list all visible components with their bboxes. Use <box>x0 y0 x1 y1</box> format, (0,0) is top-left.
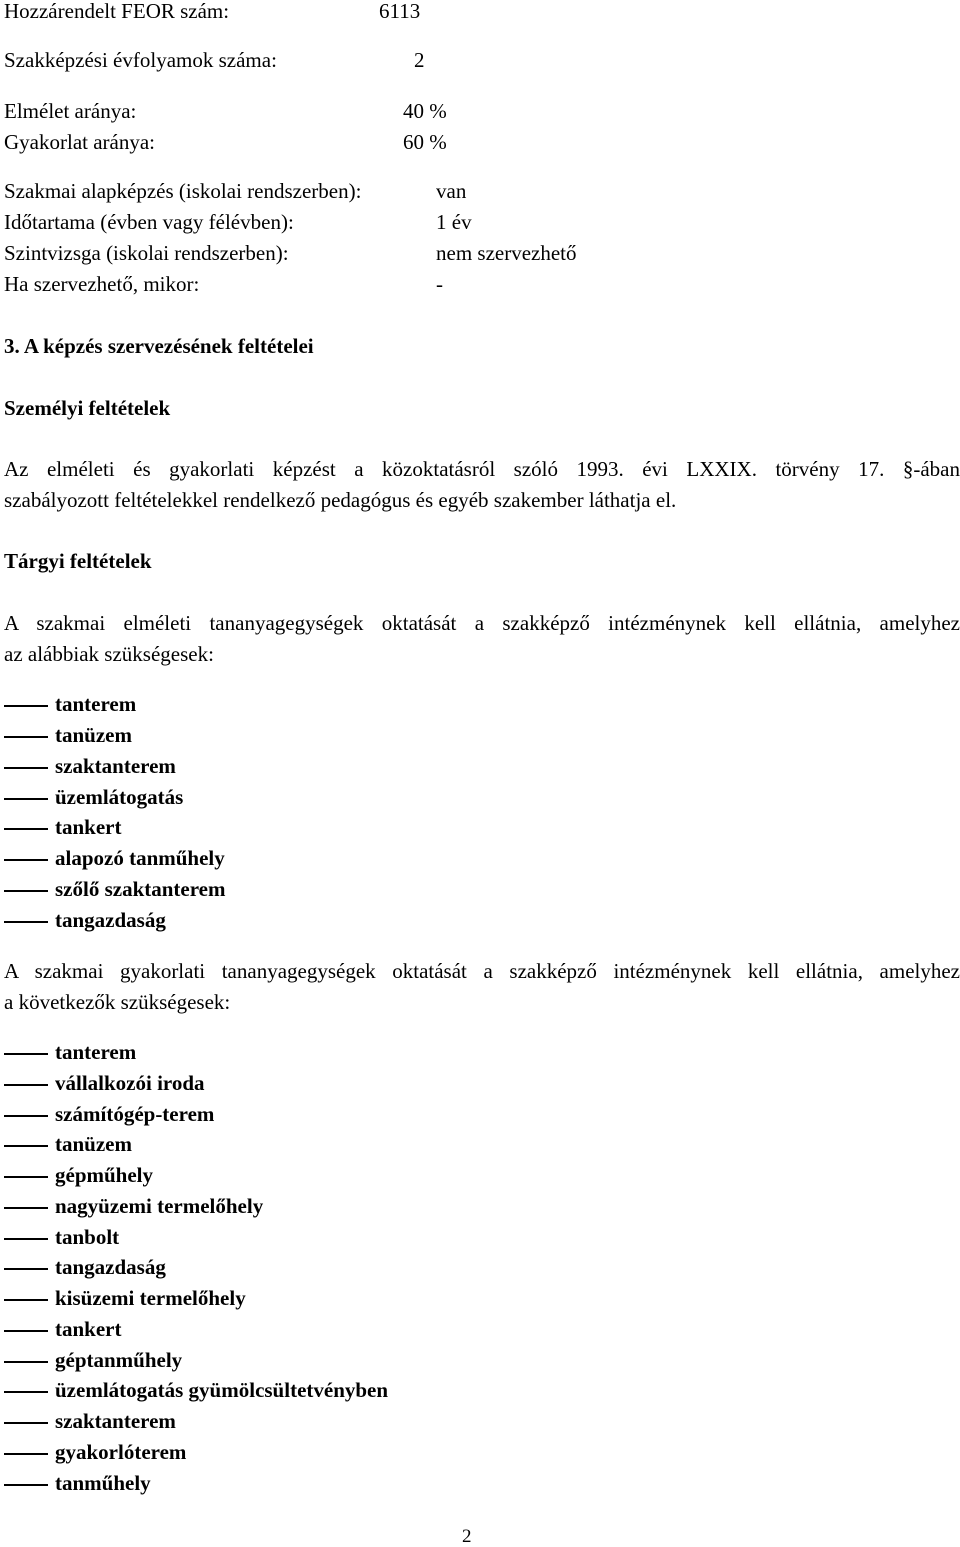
duration-label: Időtartama (évben vagy félévben): <box>4 210 294 234</box>
list-item-label: szőlő szaktanterem <box>55 877 226 901</box>
dash-bullet <box>4 1176 48 1178</box>
dash-bullet <box>4 1268 48 1270</box>
list-item-label: gépműhely <box>55 1163 154 1187</box>
list-item-label: számítógép-terem <box>55 1102 215 1126</box>
list-item-label: tanüzem <box>55 723 132 747</box>
list-item-label: tankert <box>55 815 122 839</box>
level-exam-label: Szintvizsga (iskolai rendszerben): <box>4 241 289 265</box>
dash-bullet <box>4 1422 48 1424</box>
dash-bullet <box>4 1084 48 1086</box>
theory-ratio-value: 40 % <box>403 99 447 123</box>
personal-heading: Személyi feltételek <box>4 396 171 420</box>
list-item-label: tankert <box>55 1317 122 1341</box>
dash-bullet <box>4 890 48 892</box>
list-item-label: tanüzem <box>55 1132 132 1156</box>
personal-text-line1: Az elméleti és gyakorlati képzést a közoktatásról szóló 1993. évi LXXIX. törvény 17. §-ában <box>4 457 960 481</box>
list-item-label: nagyüzemi termelőhely <box>55 1194 264 1218</box>
list-item-label: szaktanterem <box>55 754 176 778</box>
feor-label: Hozzárendelt FEOR szám: <box>4 0 230 23</box>
list-item-label: szaktanterem <box>55 1409 176 1433</box>
theory-ratio-label: Elmélet aránya: <box>4 99 137 123</box>
practice-intro-line1: A szakmai gyakorlati tananyagegységek oktatását a szakképző intézménynek kell ellátnia, amelyhez <box>4 959 960 983</box>
list-item-label: alapozó tanműhely <box>55 846 225 870</box>
dash-bullet <box>4 1207 48 1209</box>
page-number: 2 <box>462 1526 472 1547</box>
list-item-label: kisüzemi termelőhely <box>55 1286 246 1310</box>
dash-bullet <box>4 798 48 800</box>
dash-bullet <box>4 1453 48 1455</box>
dash-bullet <box>4 1361 48 1363</box>
list-item-label: tanterem <box>55 692 137 716</box>
section-title: 3. A képzés szervezésének feltételei <box>4 334 314 358</box>
dash-bullet <box>4 1053 48 1055</box>
dash-bullet <box>4 1238 48 1240</box>
dash-bullet <box>4 1299 48 1301</box>
personal-text-line2: szabályozott feltételekkel rendelkező pedagógus és egyéb szakember láthatja el. <box>4 488 677 512</box>
list-item-label: gyakorlóterem <box>55 1440 187 1464</box>
dash-bullet <box>4 1391 48 1393</box>
dash-bullet <box>4 1115 48 1117</box>
list-item-label: tanbolt <box>55 1225 120 1249</box>
dash-bullet <box>4 921 48 923</box>
list-item-label: tangazdaság <box>55 908 166 932</box>
theory-intro-line1: A szakmai elméleti tananyagegységek oktatását a szakképző intézménynek kell ellátnia, amelyhez <box>4 611 960 635</box>
when-value: - <box>436 272 443 296</box>
feor-value: 6113 <box>379 0 421 23</box>
level-exam-value: nem szervezhető <box>436 241 577 265</box>
dash-bullet <box>4 1330 48 1332</box>
years-label: Szakképzési évfolyamok száma: <box>4 48 277 72</box>
years-value: 2 <box>414 48 425 72</box>
dash-bullet <box>4 736 48 738</box>
dash-bullet <box>4 1484 48 1486</box>
dash-bullet <box>4 1145 48 1147</box>
practice-ratio-label: Gyakorlat aránya: <box>4 130 156 154</box>
duration-value: 1 év <box>436 210 472 234</box>
list-item-label: tangazdaság <box>55 1255 166 1279</box>
dash-bullet <box>4 828 48 830</box>
when-label: Ha szervezhető, mikor: <box>4 272 200 296</box>
practice-ratio-value: 60 % <box>403 130 447 154</box>
list-item-label: tanműhely <box>55 1471 151 1495</box>
list-item-label: géptanműhely <box>55 1348 183 1372</box>
list-item-label: üzemlátogatás gyümölcsültetvényben <box>55 1378 389 1402</box>
list-item-label: tanterem <box>55 1040 137 1064</box>
list-item-label: üzemlátogatás <box>55 785 184 809</box>
material-heading: Tárgyi feltételek <box>4 549 152 573</box>
practice-intro-line2: a következők szükségesek: <box>4 990 231 1014</box>
theory-intro-line2: az alábbiak szükségesek: <box>4 642 214 666</box>
dash-bullet <box>4 705 48 707</box>
basic-training-value: van <box>436 179 467 203</box>
dash-bullet <box>4 859 48 861</box>
dash-bullet <box>4 767 48 769</box>
list-item-label: vállalkozói iroda <box>55 1071 205 1095</box>
basic-training-label: Szakmai alapképzés (iskolai rendszerben): <box>4 179 362 203</box>
